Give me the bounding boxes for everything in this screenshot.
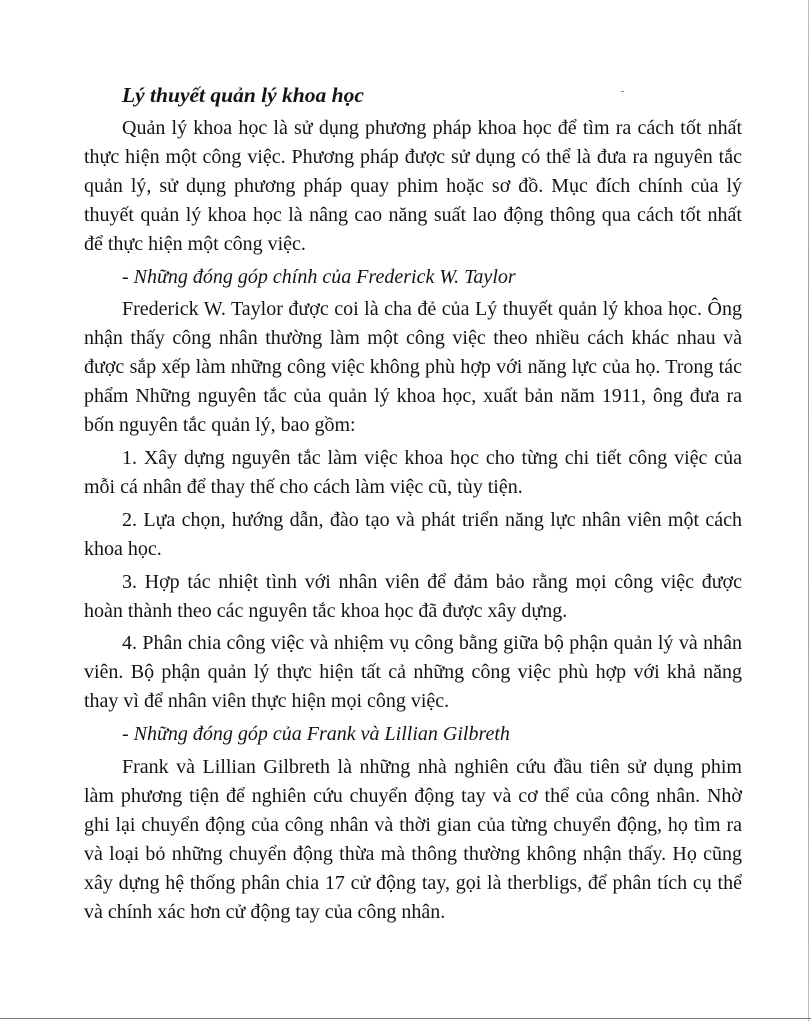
body-text	[84, 114, 742, 930]
taylor-subheading: - Những đóng góp chính của Frederick W. Taylor	[122, 265, 516, 288]
taylor-paragraph: Frederick W. Taylor được coi là cha đẻ của Lý thuyết quản lý khoa học. Ông nhận thấy công nhân thường làm một công việc theo nhiều cách khác nhau và được sắp xếp làm những công việc không phù hợp với năng lực của họ. Trong tác phẩm Những nguyên tắc của quản lý khoa học, xuất bản năm 1911, ông đưa ra bốn nguyên tắc quản lý, bao gồm:	[84, 298, 742, 437]
section-heading: Lý thuyết quản lý khoa học	[122, 83, 364, 107]
page-edge-bottom	[0, 1018, 811, 1019]
intro-paragraph: Quản lý khoa học là sử dụng phương pháp khoa học để tìm ra cách tốt nhất thực hiện một công việc. Phương pháp được sử dụng có thể là đưa ra nguyên tắc quản lý, sử dụng phương pháp quay phim hoặc sơ đồ. Mục đích chính của lý thuyết quản lý khoa học là nâng cao năng suất lao động thông qua cách tốt nhất để thực hiện một công việc.	[84, 117, 742, 255]
principle-2: 2. Lựa chọn, hướng dẫn, đào tạo và phát triển năng lực nhân viên một cách khoa học.	[84, 508, 742, 560]
scan-speck	[621, 91, 624, 92]
principle-1: 1. Xây dựng nguyên tắc làm việc khoa học cho từng chi tiết công việc của mỗi cá nhân để thay thế cho cách làm việc cũ, tùy tiện.	[84, 446, 742, 498]
page-edge-right	[808, 0, 809, 1021]
principle-4: 4. Phân chia công việc và nhiệm vụ công bằng giữa bộ phận quản lý và nhân viên. Bộ phận quản lý thực hiện tất cả những công việc phù hợp với khả năng thay vì để nhân viên thực hiện mọi công việc.	[84, 632, 742, 713]
gilbreth-subheading: - Những đóng góp của Frank và Lillian Gilbreth	[122, 723, 510, 746]
gilbreth-paragraph: Frank và Lillian Gilbreth là những nhà nghiên cứu đầu tiên sử dụng phim làm phương tiện để nghiên cứu chuyển động tay và cơ thể của công nhân. Nhờ ghi lại chuyển động của công nhân và thời gian của từng chuyển động, họ tìm ra và loại bỏ những chuyển động thừa mà thông thường không nhận thấy. Họ cũng xây dựng hệ thống phân chia 17 cử động tay, gọi là therbligs, để phân tích cụ thể và chính xác hơn cử động tay của công nhân.	[84, 756, 742, 923]
principle-3: 3. Hợp tác nhiệt tình với nhân viên để đảm bảo rằng mọi công việc được hoàn thành theo các nguyên tắc khoa học đã được xây dựng.	[84, 570, 742, 622]
